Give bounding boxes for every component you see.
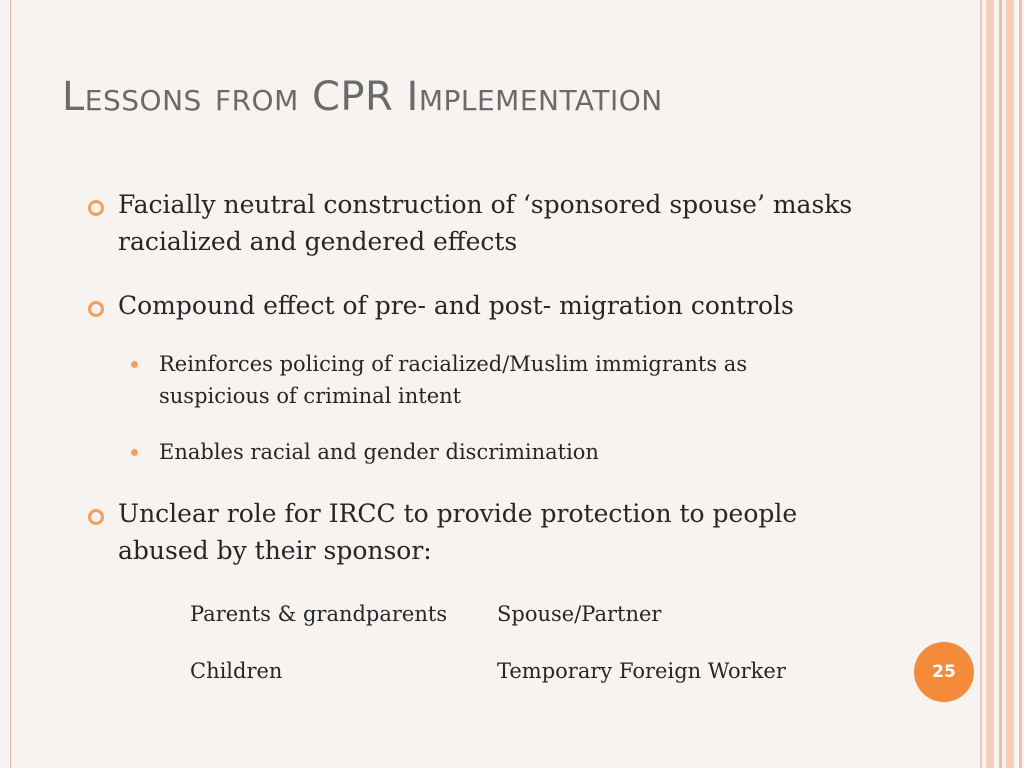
- sub-bullet-item-2: Enables racial and gender discrimination: [159, 440, 599, 464]
- sub-bullet-marker-icon: [131, 449, 138, 456]
- bullet-marker-icon: [88, 509, 104, 525]
- right-decorative-stripes: [976, 0, 1024, 768]
- bullet-item-3: Unclear role for IRCC to provide protection to people abused by their sponsor:: [118, 499, 798, 565]
- bullet-marker-icon: [88, 301, 104, 317]
- page-number-badge: 25: [914, 642, 974, 702]
- category-temporary-foreign-worker: Temporary Foreign Worker: [497, 659, 786, 683]
- bullet-item-2: Compound effect of pre- and post- migration controls: [118, 291, 794, 320]
- bullet-item-1: Facially neutral construction of ‘sponsored spouse’ masks racialized and gendered effects: [118, 190, 853, 256]
- category-parents-grandparents: Parents & grandparents: [190, 602, 448, 626]
- category-spouse-partner: Spouse/Partner: [497, 602, 662, 626]
- bullet-marker-icon: [88, 200, 104, 216]
- slide-title: Lessons from CPR Implementation: [62, 74, 663, 120]
- sub-bullet-item-1: Reinforces policing of racialized/Muslim immigrants as suspicious of criminal intent: [159, 352, 748, 408]
- left-border-line: [10, 0, 11, 768]
- sub-bullet-marker-icon: [131, 361, 138, 368]
- category-children: Children: [190, 659, 283, 683]
